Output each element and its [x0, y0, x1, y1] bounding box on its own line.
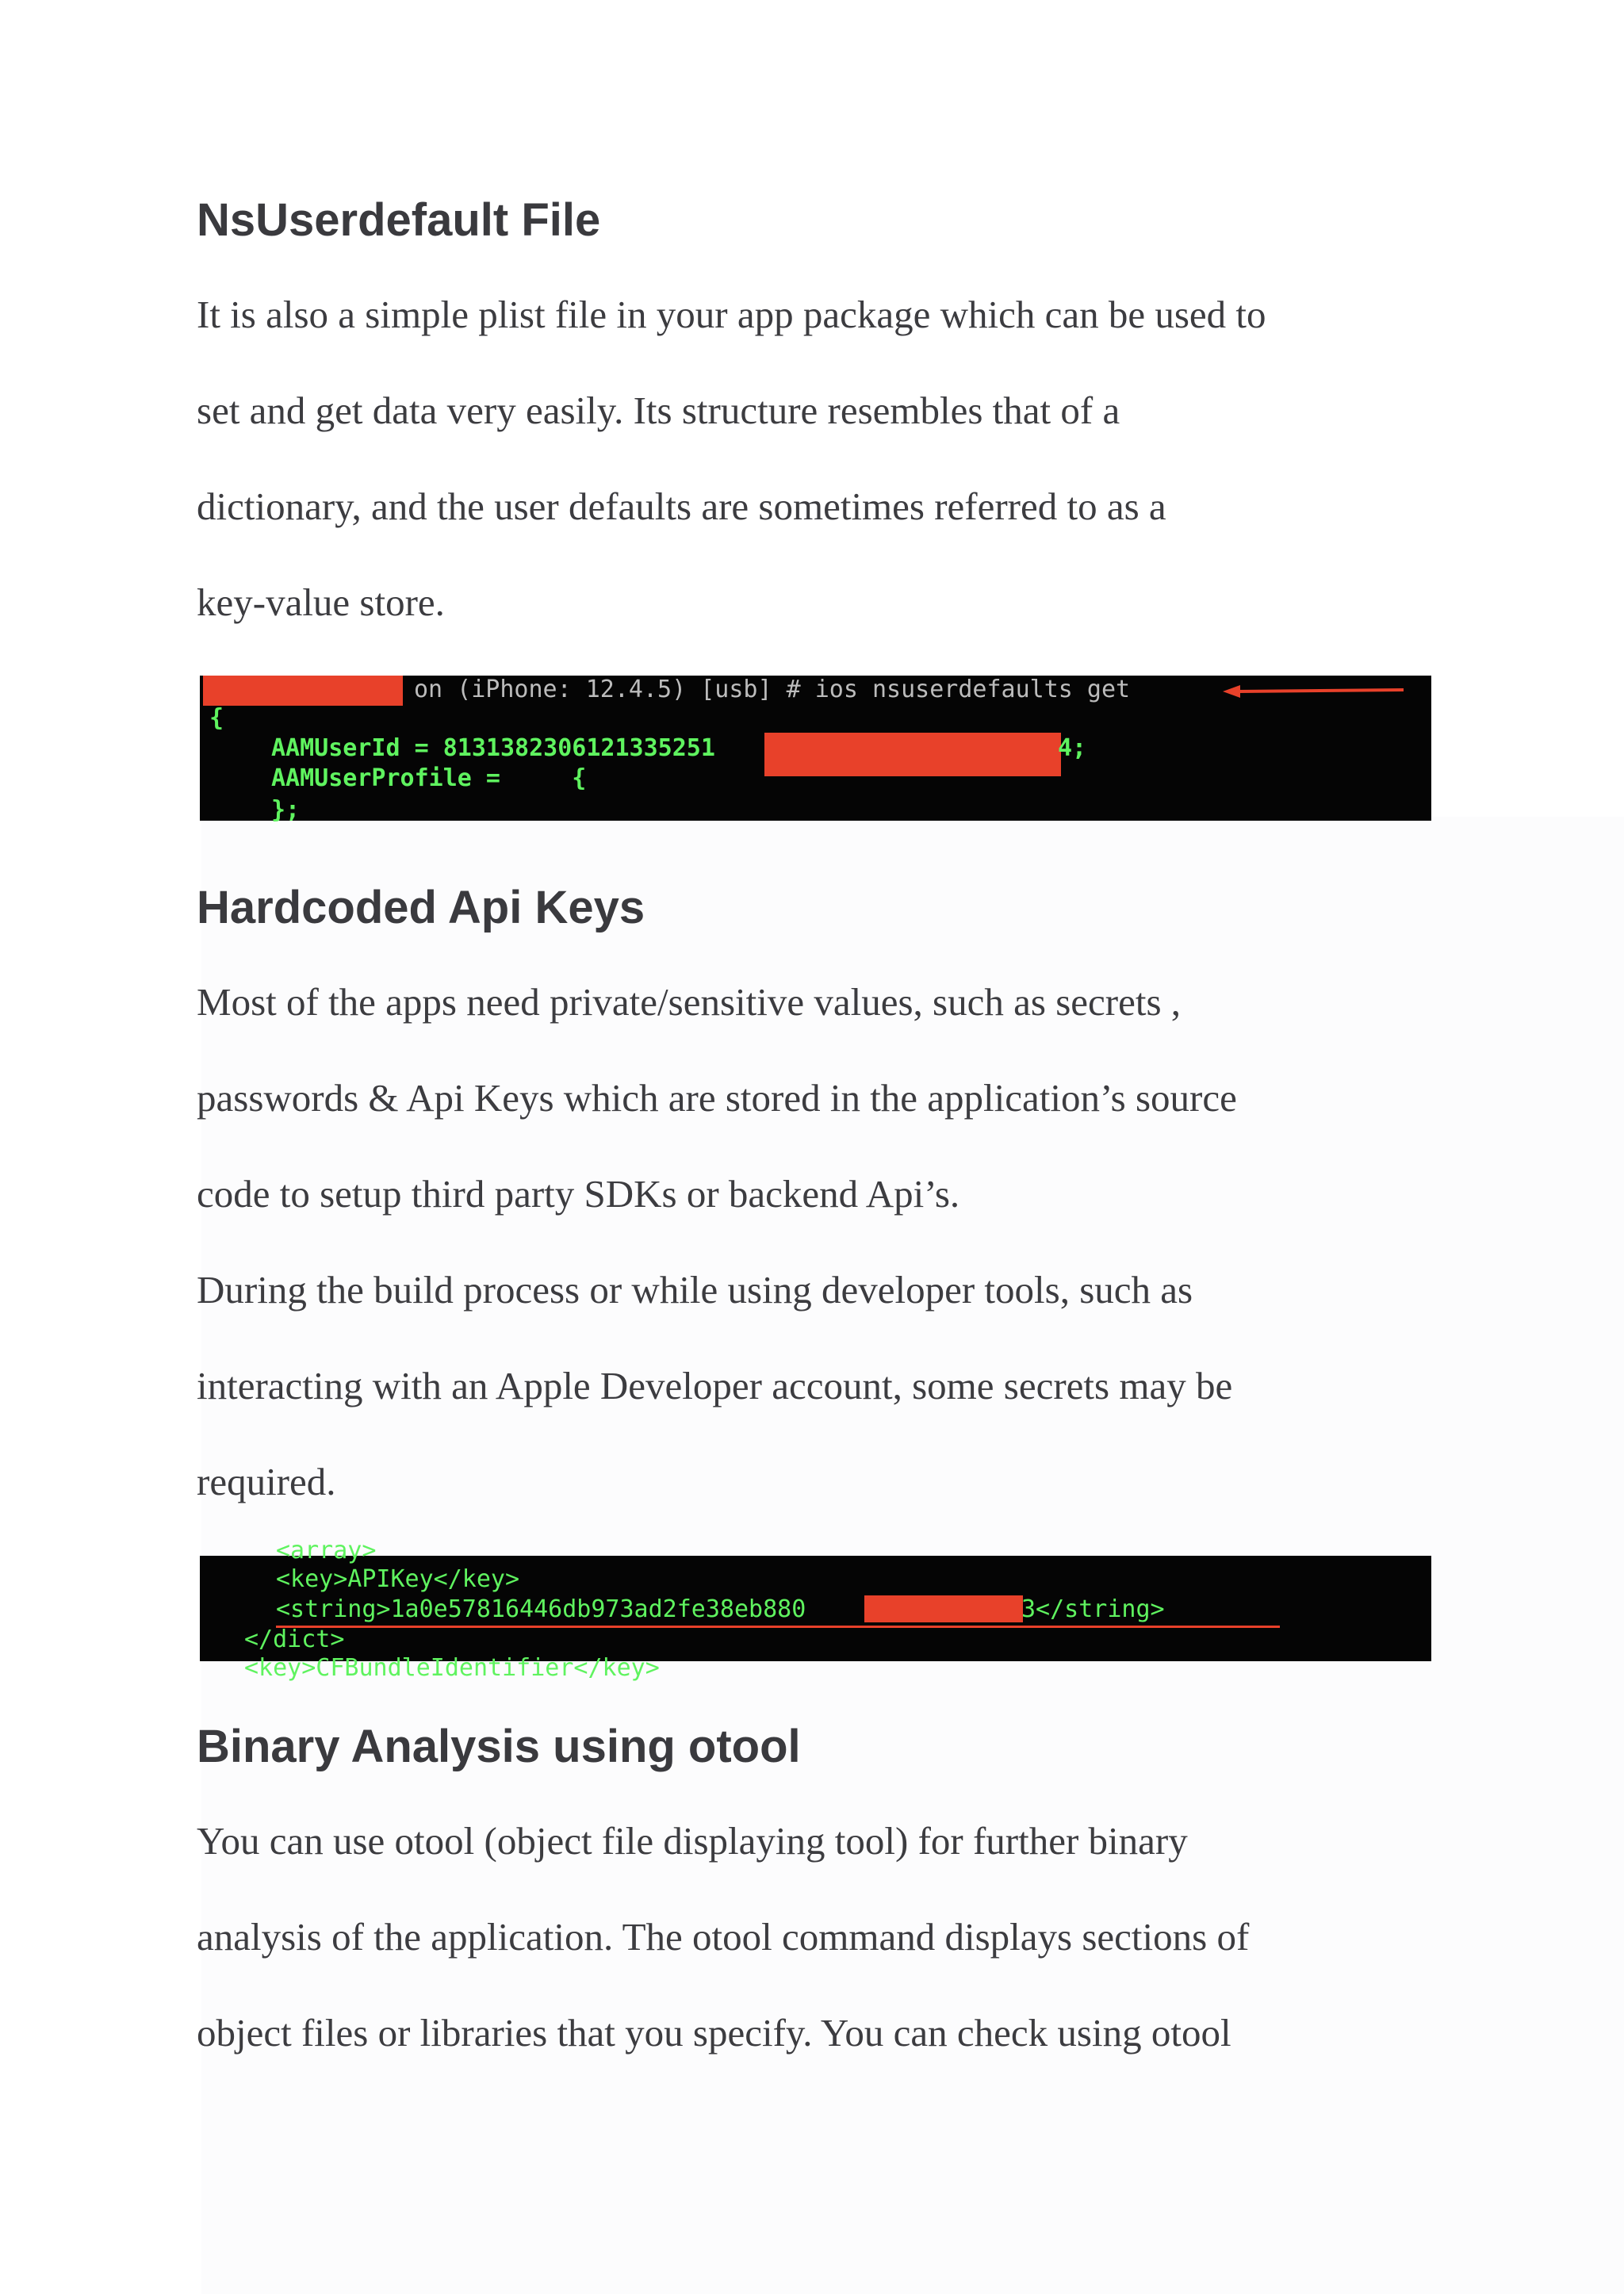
terminal-line-key: <key>APIKey</key> — [276, 1565, 520, 1593]
terminal-brace-open: { — [209, 704, 224, 732]
paragraph-line: code to setup third party SDKs or backend Api’s. — [197, 1172, 960, 1216]
red-arrow-icon — [1223, 684, 1405, 699]
paragraph-line: passwords & Api Keys which are stored in the application’s source — [197, 1076, 1237, 1120]
paragraph-line: During the build process or while using developer tools, such as — [197, 1268, 1193, 1312]
terminal-line-dict: </dict> — [244, 1626, 345, 1653]
paragraph-line: It is also a simple plist file in your app package which can be used to — [197, 293, 1266, 336]
terminal-prompt: on (iPhone: 12.4.5) [usb] # ios nsuserdefaults get — [414, 676, 1131, 703]
section-paragraph-nsuserdefault — [197, 266, 1266, 650]
section-paragraph-api-keys — [197, 954, 1237, 1530]
paragraph-line: interacting with an Apple Developer account, some secrets may be — [197, 1364, 1233, 1407]
paragraph-line: key-value store. — [197, 580, 445, 624]
terminal-brace-close: }; — [271, 796, 301, 824]
section-paragraph-binary-analysis — [197, 1793, 1249, 2081]
terminal-line-string: <string>1a0e57816446db973ad2fe38eb880 — [276, 1595, 806, 1623]
terminal-screenshot-apikey — [200, 1537, 1431, 1682]
paragraph-line: analysis of the application. The otool command displays sections of — [197, 1915, 1250, 1959]
section-heading-binary-analysis: Binary Analysis using otool — [197, 1721, 801, 1772]
paragraph-line: required. — [197, 1460, 336, 1503]
terminal-line-bottom: <key>CFBundleIdentifier</key> — [244, 1654, 660, 1682]
paragraph-line: set and get data very easily. Its structure resembles that of a — [197, 389, 1120, 432]
paragraph-line: You can use otool (object file displaying tool) for further binary — [197, 1819, 1188, 1863]
terminal-line-userid: AAMUserId = 8131382306121335251 — [271, 734, 715, 762]
redaction-bar — [764, 733, 1061, 776]
red-underline — [276, 1626, 1280, 1628]
terminal-screenshot-nsuserdefaults — [200, 676, 1431, 824]
paragraph-line: dictionary, and the user defaults are sometimes referred to as a — [197, 484, 1166, 528]
terminal-line-string-tail: 3</string> — [1021, 1595, 1165, 1623]
section-heading-nsuserdefault: NsUserdefault File — [197, 194, 601, 246]
section-heading-api-keys: Hardcoded Api Keys — [197, 882, 645, 933]
terminal-line-userid-tail: 4; — [1058, 734, 1087, 762]
terminal-line-profile: AAMUserProfile = { — [271, 764, 587, 792]
redaction-bar — [203, 676, 403, 706]
terminal-line-top: <array> — [276, 1537, 377, 1564]
paragraph-line: object files or libraries that you specify. You can check using otool — [197, 2011, 1231, 2055]
redaction-bar — [864, 1595, 1023, 1622]
paragraph-line: Most of the apps need private/sensitive values, such as secrets , — [197, 980, 1182, 1024]
